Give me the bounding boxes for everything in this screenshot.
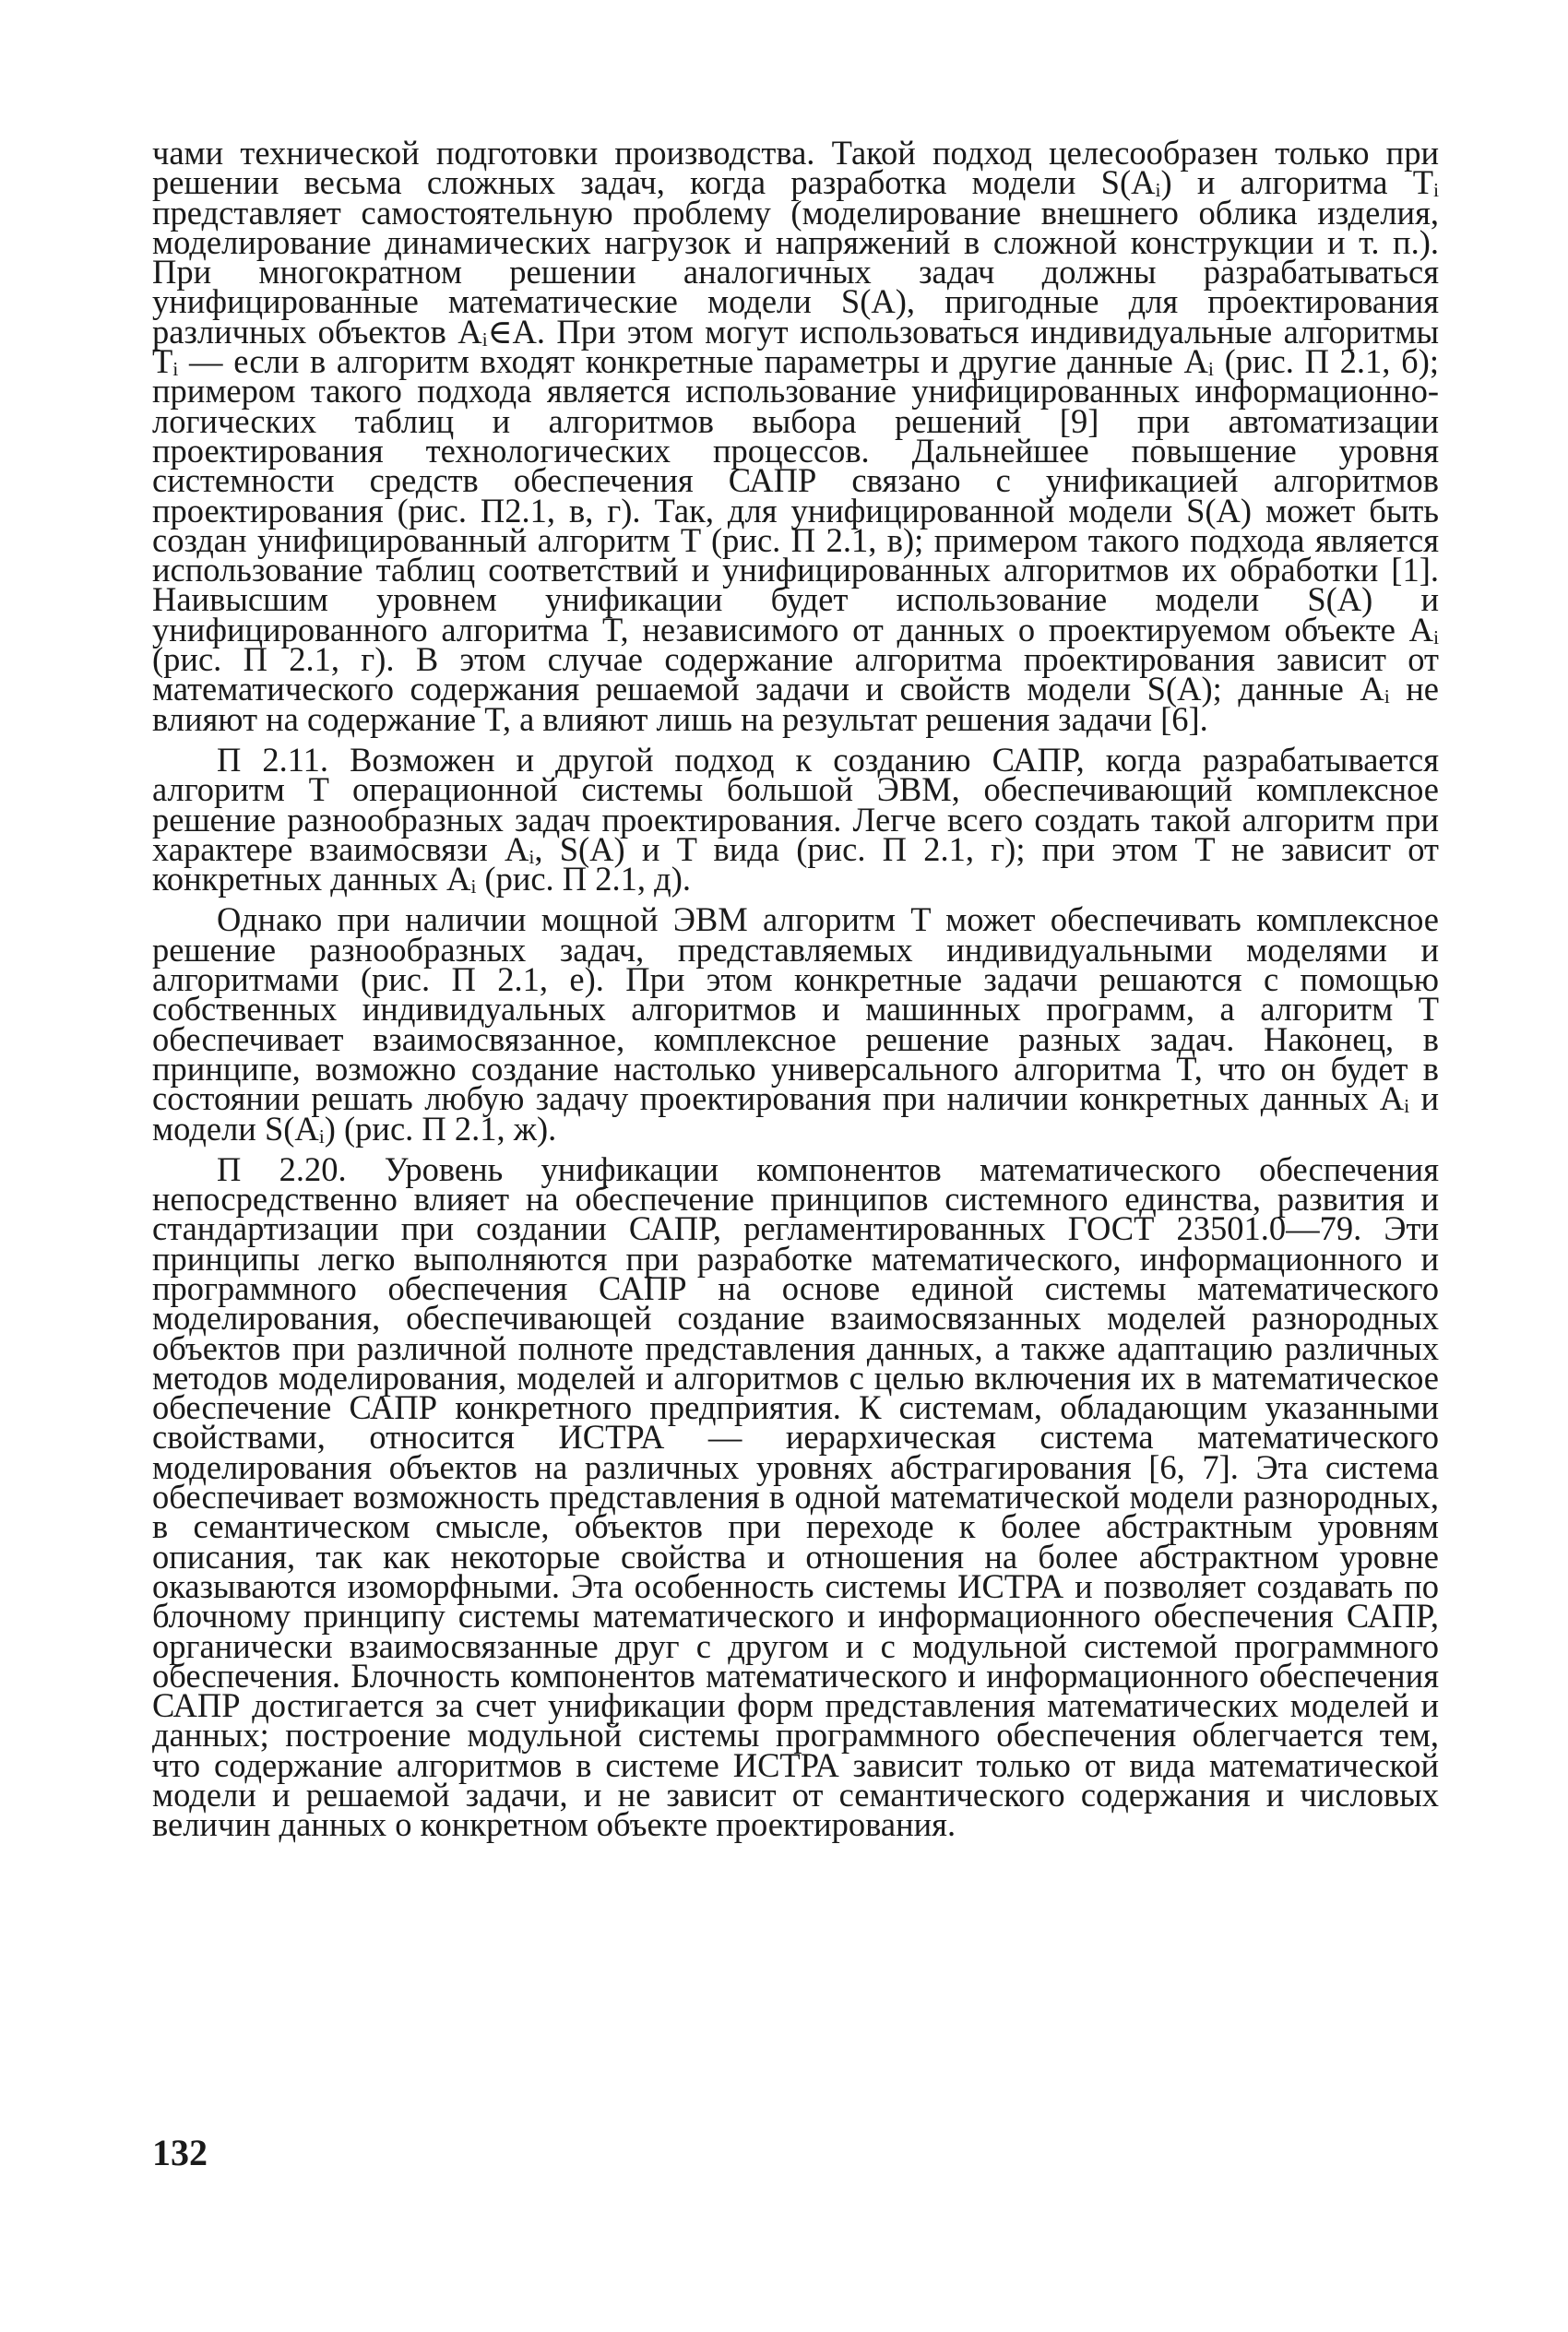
page-body bbox=[152, 134, 1439, 1844]
paragraph-p2-20: П 2.20. Уровень унификации компонентов математического обеспечения непосредственно влияет на обеспечение принципов системного единства, развития и стандартизации при создании САПР, регламентированных ГОСТ 23501.0—79. Эти принципы легко выполняются при разработке математического, информационного и программного обеспечения САПР на основе единой системы математического моделирования, обеспечивающей создание взаимосвязанных моделей разнородных объектов при различной полноте представления данных, а также адаптацию различных методов моделирования, моделей и алгоритмов с целью включения их в математическое обеспечение САПР конкретного предприятия. К системам, обладающим указанными свойствами, относится ИСТРА — иерархическая система математического моделирования объектов на различных уровнях абстрагирования [6, 7]. Эта система обеспечивает возможность представления в одной математической модели разнородных, в семантическом смысле, объектов при переходе к более абстрактным уровням описания, так как некоторые свойства и отношения на более абстрактном уровне оказываются изоморфными. Эта особенность системы ИСТРА и позволяет создавать по блочному принципу системы математического и информационного обеспечения САПР, органически взаимосвязанные друг с другом и с модульной системой программного обеспечения. Блочность компонентов математического и информационного обеспечения САПР достигается за счет унификации форм представления математических моделей и данных; построение модульной системы программного обеспечения облегчается тем, что содержание алгоритмов в системе ИСТРА зависит только от вида математической модели и решаемой задачи, и не зависит от семантического содержания и числовых величин данных о конкретном объекте проектирования. bbox=[152, 1149, 1439, 1844]
page-number: 132 bbox=[152, 2132, 208, 2173]
paragraph-p2-11: П 2.11. Возможен и другой подход к созданию САПР, когда разрабатывается алгоритм T операционной системы большой ЭВМ, обеспечивающий комплексное решение разнообразных задач проектирования. Легче всего создать такой алгоритм при характере взаимосвязи Aᵢ, S(A) и T вида (рис. П 2.1, г); при этом T не зависит от конкретных данных Aᵢ (рис. П 2.1, д). bbox=[152, 740, 1439, 898]
paragraph-powerful-computer: Однако при наличии мощной ЭВМ алгоритм T может обеспечивать комплексное решение разнообразных задач, представляемых индивидуальными моделями и алгоритмами (рис. П 2.1, е). При этом конкретные задачи решаются с помощью собственных индивидуальных алгоритмов и машинных программ, а алгоритм T обеспечивает взаимосвязанное, комплексное решение разных задач. Наконец, в принципе, возможно создание настолько универсального алгоритма T, что он будет в состоянии решать любую задачу проектирования при наличии конкретных данных Aᵢ и модели S(Aᵢ) (рис. П 2.1, ж). bbox=[152, 900, 1439, 1148]
paragraph-continuation: чами технической подготовки производства. Такой подход целесообразен только при решении весьма сложных задач, когда разработка модели S(Aᵢ) и алгоритма Tᵢ представляет самостоятельную проблему (моделирование внешнего облика изделия, моделирование динамических нагрузок и напряжений в сложной конструкции и т. п.). При многократном решении аналогичных задач должны разрабатываться унифицированные математические модели S(A), пригодные для проектирования различных объектов Aᵢ∈A. При этом могут использоваться индивидуальные алгоритмы Tᵢ — если в алгоритм входят конкретные параметры и другие данные Aᵢ (рис. П 2.1, б); примером такого подхода является использование унифицированных информационно-логических таблиц и алгоритмов выбора решений [9] при автоматизации проектирования технологических процессов. Дальнейшее повышение уровня системности средств обеспечения САПР связано с унификацией алгоритмов проектирования (рис. П2.1, в, г). Так, для унифицированной модели S(A) может быть создан унифицированный алгоритм T (рис. П 2.1, в); примером такого подхода является использование таблиц соответствий и унифицированных алгоритмов их обработки [1]. Наивысшим уровнем унификации будет использование модели S(A) и унифицированного алгоритма T, независимого от данных о проектируемом объекте Aᵢ (рис. П 2.1, г). В этом случае содержание алгоритма проектирования зависит от математического содержания решаемой задачи и свойств модели S(A); данные Aᵢ не влияют на содержание T, а влияют лишь на результат решения задачи [6]. bbox=[152, 134, 1439, 738]
